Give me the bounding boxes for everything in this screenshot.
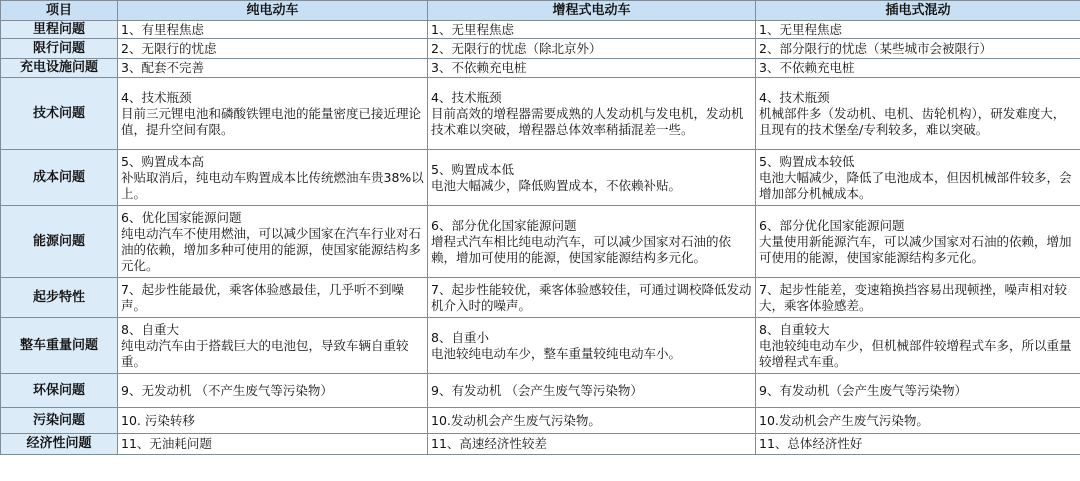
cell-text: 增程式汽车相比纯电动汽车，可以减少国家对石油的依赖，增加可使用的能源，使国家能源结构多元化。 (431, 233, 732, 265)
cell-text: 10.发动机会产生废气污染物。 (431, 412, 601, 428)
cell-pure-ev (118, 278, 428, 318)
table-row (1, 278, 1080, 318)
cell-text: 6、部分优化国家能源问题 (431, 217, 577, 233)
row-label: 限行问题 (1, 39, 118, 59)
cell-phev (756, 150, 1080, 206)
cell-pure-ev (118, 59, 428, 78)
table-row (1, 59, 1080, 78)
cell-erev (428, 278, 756, 318)
row-label: 整车重量问题 (1, 318, 118, 374)
cell-phev (756, 374, 1080, 408)
cell-text: 大量使用新能源汽车，可以减少国家对石油的依赖，增加可使用的能源，使国家能源结构多元化。 (759, 233, 1072, 265)
cell-text: 3、不依赖充电桩 (431, 60, 527, 75)
cell-pure-ev (118, 408, 428, 434)
cell-pure-ev (118, 434, 428, 455)
cell-text: 8、自重较大 (759, 321, 830, 337)
cell-text: 机械部件多（发动机、电机、齿轮机构），研发难度大，且现有的技术堡垒/专利较多，难以突破。 (759, 105, 1066, 137)
cell-text: 4、技术瓶颈 (759, 89, 830, 105)
cell-text: 8、自重大 (121, 321, 179, 337)
cell-pure-ev (118, 78, 428, 150)
cell-text: 1、无里程焦虑 (431, 21, 514, 37)
table-row (1, 408, 1080, 434)
row-label: 能源问题 (1, 206, 118, 278)
row-label: 里程问题 (1, 21, 118, 39)
cell-text: 2、无限行的忧虑 (121, 40, 217, 56)
cell-text: 电池较纯电动车少，但机械部件较增程式车多，所以重量较增程式车重。 (759, 337, 1072, 369)
cell-pure-ev (118, 206, 428, 278)
cell-text: 5、购置成本高 (121, 153, 204, 169)
header-row (1, 1, 1080, 21)
cell-phev (756, 39, 1080, 59)
cell-text: 6、优化国家能源问题 (121, 209, 242, 225)
table-row (1, 434, 1080, 455)
row-label: 污染问题 (1, 408, 118, 434)
cell-text: 5、购置成本低 (431, 161, 514, 177)
table-row (1, 150, 1080, 206)
cell-phev (756, 434, 1080, 455)
cell-text: 1、有里程焦虑 (121, 21, 204, 37)
cell-phev (756, 278, 1080, 318)
cell-erev (428, 21, 756, 39)
cell-text: 2、无限行的忧虑（除北京外） (431, 40, 602, 56)
cell-text: 4、技术瓶颈 (431, 89, 502, 105)
cell-erev (428, 318, 756, 374)
cell-erev (428, 206, 756, 278)
cell-pure-ev (118, 39, 428, 59)
cell-erev (428, 150, 756, 206)
cell-text: 9、无发动机 （不产生废气等污染物） (121, 382, 333, 398)
cell-pure-ev (118, 318, 428, 374)
cell-text: 1、无里程焦虑 (759, 21, 842, 37)
cell-erev (428, 39, 756, 59)
cell-erev (428, 434, 756, 455)
cell-text: 目前高效的增程器需要成熟的人发动机与发电机，发动机技术难以突破，增程器总体效率稍插混差一些。 (431, 105, 744, 137)
row-label: 技术问题 (1, 78, 118, 150)
cell-text: 9、有发动机 （会产生废气等污染物） (431, 382, 643, 398)
cell-text: 2、部分限行的忧虑（某些城市会被限行） (759, 40, 992, 56)
cell-pure-ev (118, 374, 428, 408)
table-row (1, 374, 1080, 408)
cell-text: 3、配套不完善 (121, 60, 204, 75)
cell-text: 纯电动汽车由于搭载巨大的电池包，导致车辆自重较重。 (121, 337, 409, 369)
cell-text: 目前三元锂电池和磷酸铁锂电池的能量密度已接近理论值，提升空间有限。 (121, 105, 422, 137)
cell-text: 9、有发动机（会产生废气等污染物） (759, 382, 967, 398)
cell-phev (756, 78, 1080, 150)
table-row (1, 21, 1080, 39)
cell-erev (428, 374, 756, 408)
header-phev: 插电式混动 (756, 1, 1080, 21)
cell-text: 11、无油耗问题 (121, 436, 212, 451)
cell-text: 电池较纯电动车少，整车重量较纯电动车小。 (431, 345, 682, 361)
table-row (1, 78, 1080, 150)
cell-pure-ev (118, 150, 428, 206)
row-label: 环保问题 (1, 374, 118, 408)
header-erev: 增程式电动车 (428, 1, 756, 21)
cell-text: 7、起步性能最优，乘客体验感最佳，几乎听不到噪声。 (121, 281, 404, 313)
row-label: 经济性问题 (1, 434, 118, 455)
cell-phev (756, 206, 1080, 278)
row-label: 充电设施问题 (1, 59, 118, 78)
row-label: 起步特性 (1, 278, 118, 318)
cell-text: 6、部分优化国家能源问题 (759, 217, 905, 233)
header-item: 项目 (1, 1, 118, 21)
cell-text: 10. 污染转移 (121, 412, 195, 428)
cell-erev (428, 59, 756, 78)
cell-text: 8、自重小 (431, 329, 489, 345)
cell-erev (428, 408, 756, 434)
cell-pure-ev (118, 21, 428, 39)
table-row (1, 318, 1080, 374)
cell-text: 7、起步性能较优，乘客体验感较佳，可通过调校降低发动机介入时的噪声。 (431, 281, 752, 313)
cell-phev (756, 408, 1080, 434)
cell-erev (428, 78, 756, 150)
table-row (1, 206, 1080, 278)
cell-text: 纯电动汽车不使用燃油，可以减少国家在汽车行业对石油的依赖，增加多种可使用的能源，使国家能源结构多元化。 (121, 225, 422, 273)
cell-text: 4、技术瓶颈 (121, 89, 192, 105)
table-row (1, 39, 1080, 59)
cell-phev (756, 21, 1080, 39)
cell-text: 10.发动机会产生废气污染物。 (759, 412, 929, 428)
cell-text: 11、高速经济性较差 (431, 436, 547, 451)
cell-phev (756, 318, 1080, 374)
header-pure-ev: 纯电动车 (118, 1, 428, 21)
cell-text: 5、购置成本较低 (759, 153, 855, 169)
cell-text: 补贴取消后，纯电动车购置成本比传统燃油车贵38%以上。 (121, 169, 424, 201)
cell-text: 电池大幅减少，降低购置成本，不依赖补贴。 (431, 177, 682, 193)
cell-text: 电池大幅减少，降低了电池成本，但因机械部件较多，会增加部分机械成本。 (759, 169, 1072, 201)
cell-text: 11、总体经济性好 (759, 436, 863, 451)
cell-text: 3、不依赖充电桩 (759, 60, 855, 75)
cell-phev (756, 59, 1080, 78)
cell-text: 7、起步性能差，变速箱换挡容易出现顿挫，噪声相对较大，乘客体验感差。 (759, 281, 1067, 313)
row-label: 成本问题 (1, 150, 118, 206)
